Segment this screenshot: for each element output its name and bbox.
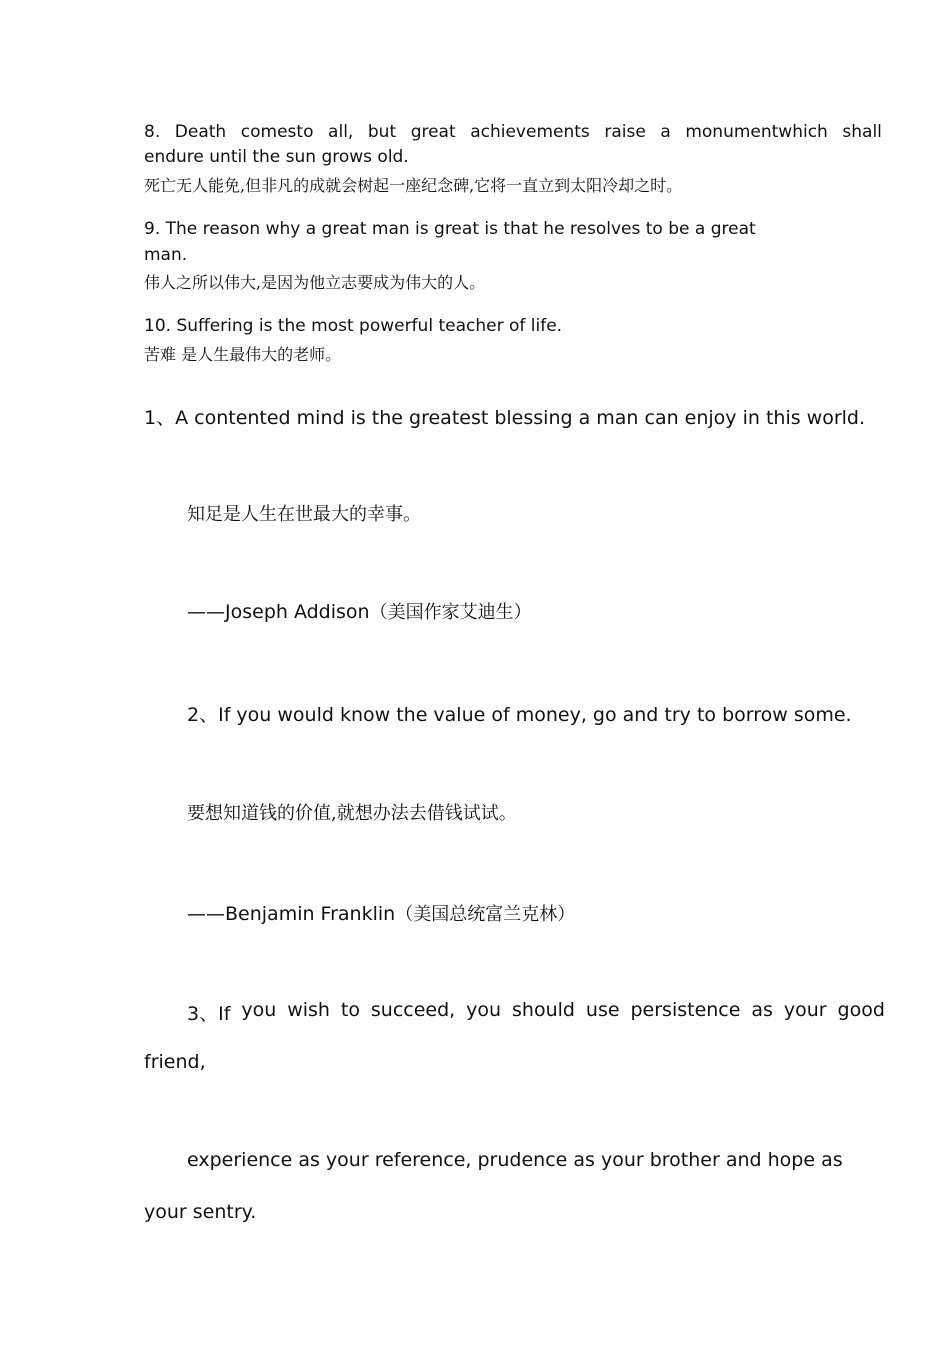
quote-3-line-1 — [187, 999, 885, 1026]
quote-2-author: ——Benjamin Franklin — [187, 903, 396, 925]
quote-3-line-1-word: wish — [287, 999, 330, 1021]
quote-2-author-note: （美国总统富兰克林） — [395, 904, 576, 925]
item-9-translation: 伟人之所以伟大,是因为他立志要成为伟大的人。 — [144, 273, 486, 292]
item-10-line-1: 10. Suffering is the most powerful teacher of life. — [144, 316, 563, 336]
item-9-line-1: 9. The reason why a great man is great is that he resolves to be a great — [144, 219, 756, 239]
item-8-line-1-word: monumentwhich — [685, 122, 828, 142]
quote-3-line-1-word: use — [585, 999, 620, 1021]
quote-3-line-1-word: 3、If — [187, 1003, 231, 1025]
quote-1-author: ——Joseph Addison — [187, 601, 370, 623]
quote-2-translation: 要想知道钱的价值,就想办法去借钱试试。 — [187, 803, 517, 824]
item-8-line-1 — [144, 122, 882, 142]
item-10-translation: 苦难 是人生最伟大的老师。 — [144, 345, 342, 364]
quote-3-line-1-word: to — [340, 999, 360, 1021]
item-8-line-1-word: 8. — [144, 122, 161, 142]
quote-3-line-3: experience as your reference, prudence as your brother and hope as — [187, 1149, 843, 1171]
quote-3-line-1-word: you — [241, 999, 277, 1021]
quote-3-line-2: friend, — [144, 1051, 206, 1073]
quote-3-line-1-word: succeed, — [370, 999, 456, 1021]
quote-3-line-1-word: as — [751, 999, 773, 1021]
quote-1-text: 1、A contented mind is the greatest blessing a man can enjoy in this world. — [144, 407, 866, 429]
quote-1-translation: 知足是人生在世最大的幸事。 — [187, 504, 421, 525]
item-8-line-1-word: shall — [842, 122, 882, 142]
quote-3-line-1-word: good — [837, 999, 885, 1021]
quote-3-line-1-word: your — [783, 999, 827, 1021]
quote-2-text: 2、If you would know the value of money, go and try to borrow some. — [187, 704, 852, 726]
item-8-line-1-word: all, — [328, 122, 354, 142]
quote-3-line-4: your sentry. — [144, 1201, 257, 1223]
item-8-line-1-word: raise — [604, 122, 646, 142]
item-8-line-1-word: great — [410, 122, 456, 142]
quote-3-line-1-word: you — [466, 999, 502, 1021]
quote-3-line-1-word: persistence — [630, 999, 741, 1021]
item-8-translation: 死亡无人能免,但非凡的成就会树起一座纪念碑,它将一直立到太阳冷却之时。 — [144, 176, 683, 195]
item-8-line-1-word: but — [367, 122, 397, 142]
item-8-line-1-word: Death — [174, 122, 227, 142]
quote-2-attribution — [187, 900, 575, 926]
item-8-line-1-word: comesto — [240, 122, 314, 142]
quote-1-attribution — [187, 598, 532, 624]
quote-3-line-1-word: should — [512, 999, 575, 1021]
item-8-line-2: endure until the sun grows old. — [144, 147, 409, 167]
item-8-line-1-word: achievements — [470, 122, 590, 142]
quote-1-author-note: （美国作家艾迪生） — [369, 602, 532, 623]
item-9-line-2: man. — [144, 245, 188, 265]
item-8-line-1-word: a — [660, 122, 671, 142]
